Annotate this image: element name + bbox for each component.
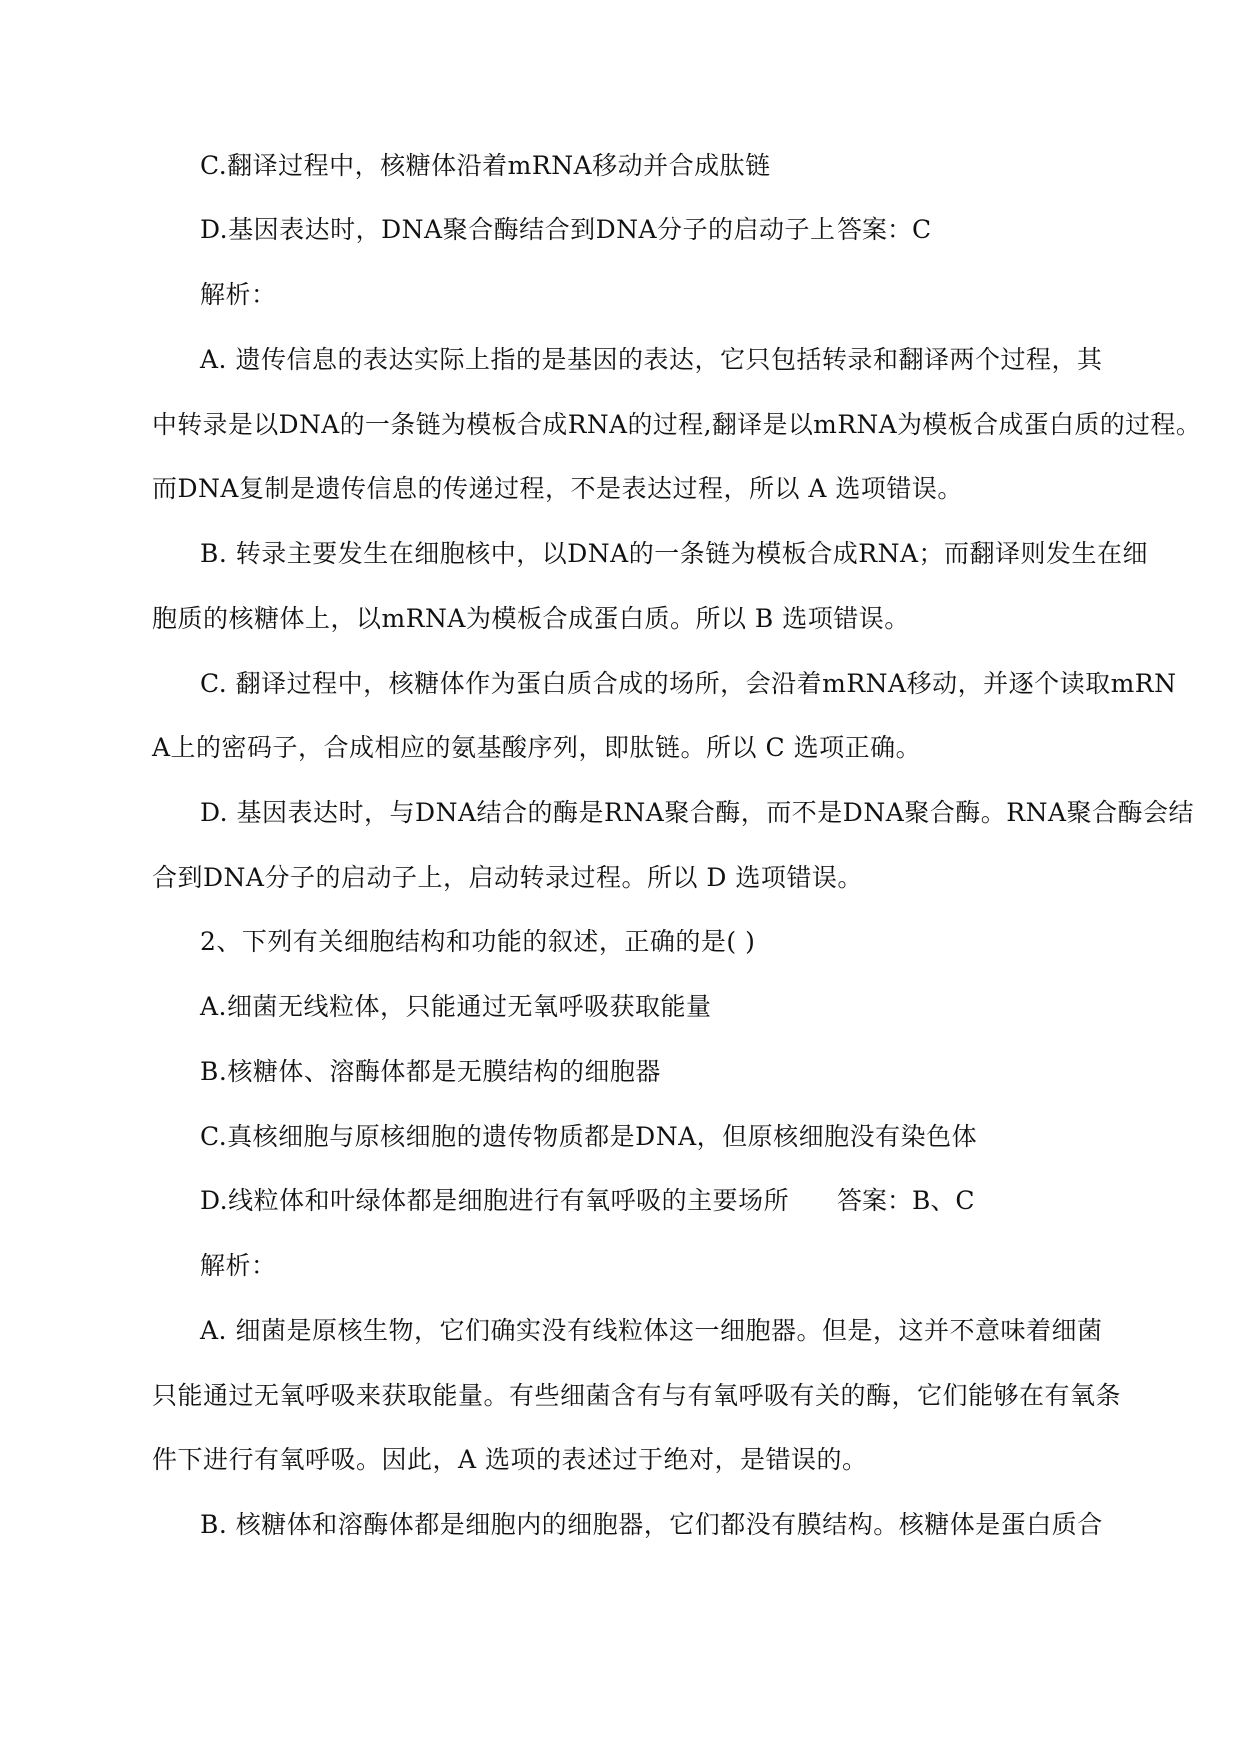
q2-analysis-b-line-1: B. 核糖体和溶酶体都是细胞内的细胞器，它们都没有膜结构。核糖体是蛋白质合 [200, 1510, 1103, 1539]
q1-analysis-b-line-2: 胞质的核糖体上，以mRNA为模板合成蛋白质。所以 B 选项错误。 [152, 604, 910, 633]
q2-analysis-a-line-1: A. 细菌是原核生物，它们确实没有线粒体这一细胞器。但是，这并不意味着细菌 [200, 1316, 1103, 1345]
q1-analysis-a-line-3: 而DNA复制是遗传信息的传递过程，不是表达过程，所以 A 选项错误。 [152, 474, 963, 503]
q2-analysis-a-line-3: 件下进行有氧呼吸。因此，A 选项的表述过于绝对，是错误的。 [152, 1445, 868, 1474]
q1-analysis-d-line-2: 合到DNA分子的启动子上，启动转录过程。所以 D 选项错误。 [152, 863, 863, 892]
q2-option-b: B.核糖体、溶酶体都是无膜结构的细胞器 [200, 1057, 661, 1086]
q2-option-a: A.细菌无线粒体，只能通过无氧呼吸获取能量 [200, 992, 712, 1021]
q1-analysis-c-line-1: C. 翻译过程中，核糖体作为蛋白质合成的场所，会沿着mRNA移动，并逐个读取mRN [200, 669, 1177, 698]
q2-option-d: D.线粒体和叶绿体都是细胞进行有氧呼吸的主要场所 [200, 1186, 790, 1215]
q2-question: 2、下列有关细胞结构和功能的叙述，正确的是( ) [200, 927, 756, 956]
q1-analysis-a-line-1: A. 遗传信息的表达实际上指的是基因的表达，它只包括转录和翻译两个过程，其 [200, 345, 1103, 374]
q1-analysis-c-line-2: A上的密码子，合成相应的氨基酸序列，即肽链。所以 C 选项正确。 [152, 733, 922, 762]
q2-answer: 答案：B、C [837, 1186, 975, 1215]
q2-analysis-a-line-2: 只能通过无氧呼吸来获取能量。有些细菌含有与有氧呼吸有关的酶，它们能够在有氧条 [152, 1381, 1122, 1410]
q1-option-d: D.基因表达时，DNA聚合酶结合到DNA分子的启动子上 [200, 215, 836, 244]
q1-analysis-a-line-2: 中转录是以DNA的一条链为模板合成RNA的过程,翻译是以mRNA为模板合成蛋白质的过程。 [152, 410, 1202, 439]
q1-analysis-b-line-1: B. 转录主要发生在细胞核中，以DNA的一条链为模板合成RNA；而翻译则发生在细 [200, 539, 1148, 568]
q1-answer: 答案：C [837, 215, 932, 244]
q1-analysis-label: 解析： [200, 280, 277, 309]
q1-option-c: C.翻译过程中，核糖体沿着mRNA移动并合成肽链 [200, 151, 771, 180]
q1-analysis-d-line-1: D. 基因表达时，与DNA结合的酶是RNA聚合酶，而不是DNA聚合酶。RNA聚合酶会结 [200, 798, 1195, 827]
q2-analysis-label: 解析： [200, 1251, 277, 1280]
q2-option-c: C.真核细胞与原核细胞的遗传物质都是DNA，但原核细胞没有染色体 [200, 1122, 978, 1151]
